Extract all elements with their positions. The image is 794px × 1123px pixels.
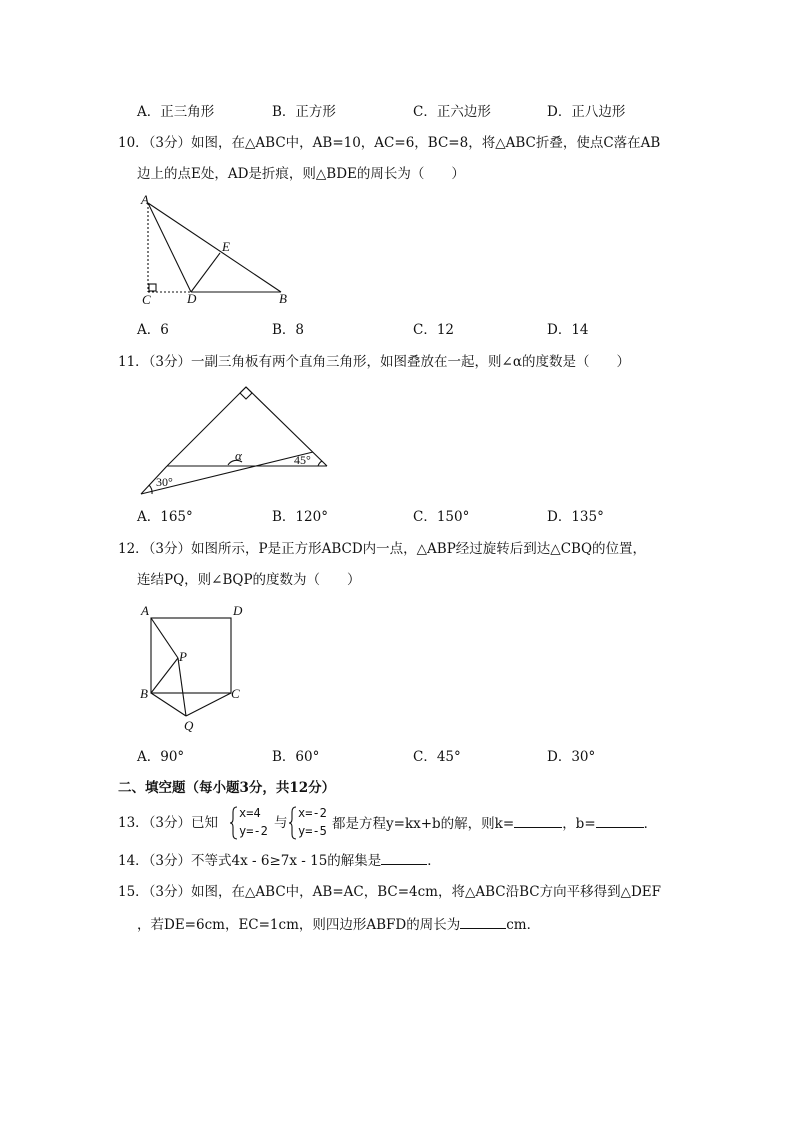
q12-label-a: A [141,603,149,618]
section-heading-fill-in: 二、填空题（每小题3分，共12分） [118,780,336,796]
q12-option-d: D．30° [547,749,596,765]
q10-label-c: C [142,292,151,307]
q14-text-end: ． [427,853,441,869]
q12-label-p: P [179,649,187,664]
q13-system-2-row-2: y=-5 [298,824,327,838]
q11-right-angle-mark [240,387,252,399]
q10-segment-de [191,253,220,292]
q12-option-a: A．90° [137,749,185,765]
q11-label-45: 45° [294,453,311,467]
q12-option-c: C．45° [413,749,461,765]
q12-option-b: B．60° [272,749,320,765]
q12-segment-ap [151,618,178,658]
q13-system-1 [229,806,273,840]
q13-system-1-row-1: x=4 [239,806,261,820]
q13-text-1: 都是方程y=kx+b的解，则k= [332,816,515,832]
q13-system-2 [288,806,334,840]
q15-stem-line1: 15．（3分）如图，在△ABC中，AB=AC，BC=4cm，将△ABC沿BC方向平移得到△DEF [118,884,662,900]
q13-blank-b[interactable] [596,815,644,828]
q13-connector: 与 [274,815,288,831]
q15-blank[interactable] [460,916,506,929]
q10-segment-ab [148,203,281,292]
q11-stem: 11．（3分）一副三角板有两个直角三角形，如图叠放在一起，则∠α的度数是（ ） [118,354,630,370]
q9-option-a: A．正三角形 [137,104,215,120]
q11-option-b: B．120° [272,509,328,525]
q12-label-b: B [140,686,148,701]
q13-brace-1-icon [229,806,239,840]
q11-option-a: A．165° [137,509,193,525]
q11-triangle45-right-edge [246,387,327,466]
q9-option-d: D．正八边形 [547,104,626,120]
q12-stem-line2: 连结PQ，则∠BQP的度数为（ ） [137,572,361,588]
q10-figure [138,193,298,308]
q13-system-1-row-2: y=-2 [239,824,268,838]
q13-text-2: ，b= [562,816,596,832]
q10-right-angle-mark [149,284,156,291]
q14-stem [118,852,441,869]
q12-stem-line1: 12．（3分）如图所示，P是正方形ABCD内一点，△ABP经过旋转后到达△CBQ的位置， [118,541,647,557]
q15-stem-line2 [137,916,540,933]
q12-segment-pq [178,658,186,716]
q10-label-e: E [222,239,230,254]
q10-stem-line1: 10．（3分）如图，在△ABC中，AB=10，AC=6，BC=8，将△ABC折叠，使点C落在AB [118,135,661,151]
q11-option-d: D．135° [547,509,604,525]
q15-text: ，若DE=6cm，EC=1cm，则四边形ABFD的周长为 [137,917,461,933]
q10-label-b: B [279,291,287,306]
q12-label-q: Q [184,718,194,733]
q12-label-d: D [233,603,243,618]
q13-text-3: ． [643,816,658,832]
q10-option-c: C．12 [413,322,455,338]
q11-label-30: 30° [156,475,173,489]
q10-stem-line2: 边上的点E处，AD是折痕，则△BDE的周长为（ ） [137,166,465,182]
q13-brace-2-icon [288,806,298,840]
q9-option-b: B．正方形 [272,104,336,120]
q13-stem-end [332,815,657,832]
q11-arc-30 [149,485,152,494]
q12-square-abcd [151,618,231,693]
q13-blank-k[interactable] [514,815,562,828]
q11-arc-45 [318,461,322,466]
q12-segment-bq [151,693,186,716]
q13-prefix: 13．（3分）已知 [118,815,219,831]
q14-blank[interactable] [381,852,427,865]
q10-option-b: B．8 [272,322,305,338]
q9-option-c: C．正六边形 [413,104,491,120]
q14-text: 14．（3分）不等式4x - 6≥7x - 15的解集是 [118,853,382,869]
q10-label-d: D [187,291,197,306]
q15-text-end: cm． [506,917,541,933]
q11-label-alpha: α [235,448,242,463]
q10-option-d: D．14 [547,322,589,338]
q10-option-a: A．6 [137,322,169,338]
q11-option-c: C．150° [413,509,470,525]
q12-figure [138,600,258,735]
q13-system-2-row-1: x=-2 [298,806,327,820]
q12-segment-bp [151,658,178,693]
q11-figure [138,382,338,497]
q10-segment-ad [148,203,191,292]
q10-label-a: A [141,192,149,207]
q12-segment-cq [186,693,231,716]
q12-label-c: C [231,686,240,701]
